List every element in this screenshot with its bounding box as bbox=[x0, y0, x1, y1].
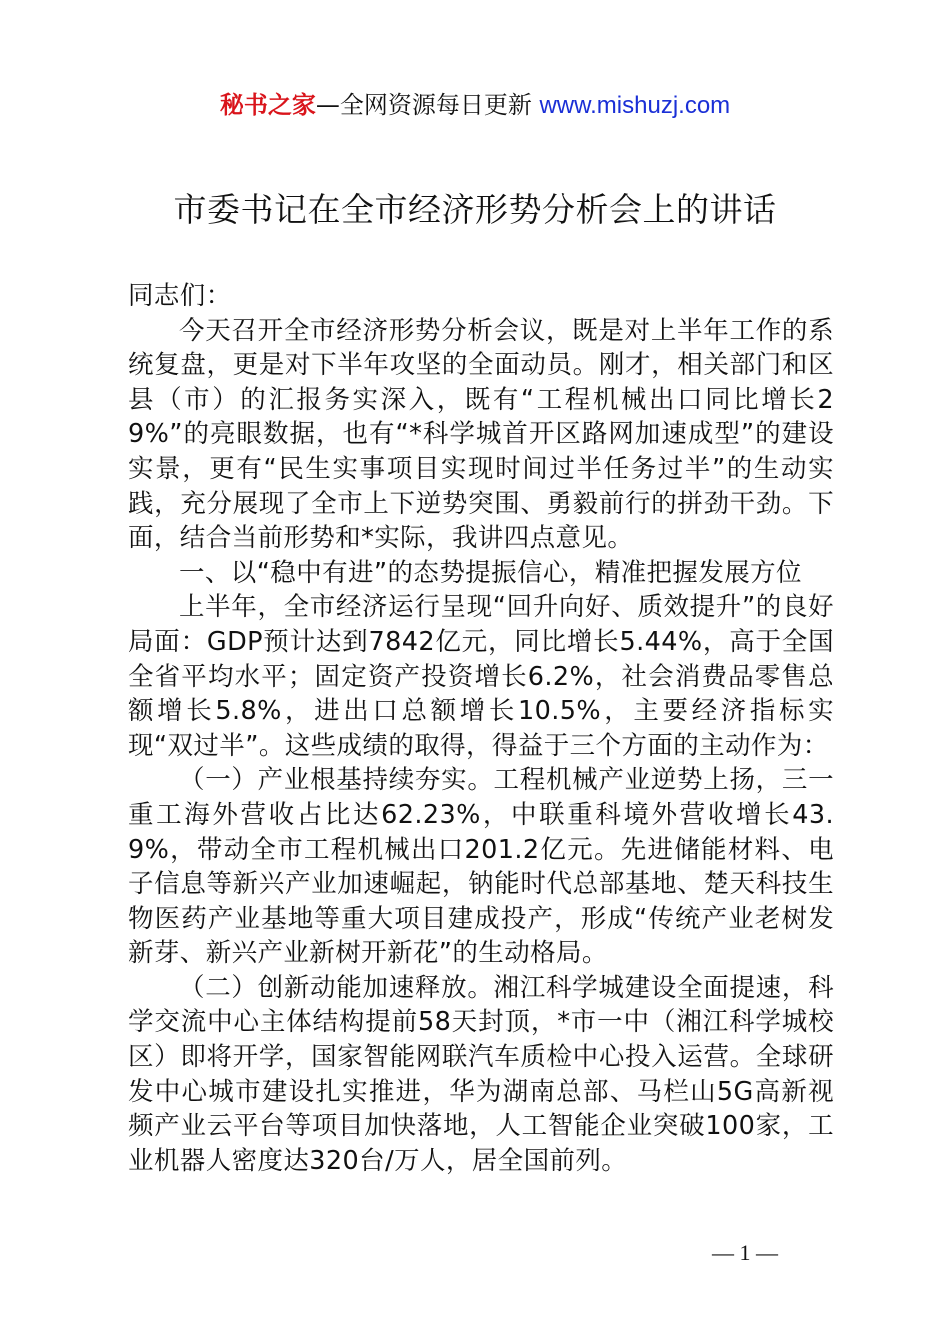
paragraph-innovation: （二）创新动能加速释放。湘江科学城建设全面提速，科学交流中心主体结构提前58天封顶，*市一中（湘江科学城校区）即将开学，国家智能网联汽车质检中心投入运营。全球研发中心城市建设扎实推进，华为湖南总部、马栏山5G高新视频产业云平台等项目加快落地，人工智能企业突破100家，工业机器人密度达320台/万人，居全国前列。 bbox=[128, 972, 834, 1176]
paragraph-industry: （一）产业根基持续夯实。工程机械产业逆势上扬，三一重工海外营收占比达62.23%，中联重科境外营收增长43.9%，带动全市工程机械出口201.2亿元。先进储能材料、电子信息等新兴产业加速崛起，钠能时代总部基地、楚天科技生物医药产业基地等重大项目建成投产，形成“传统产业老树发新芽、新兴产业新树开新花”的生动格局。 bbox=[128, 765, 834, 969]
header-tagline: —全网资源每日更新 bbox=[315, 91, 540, 119]
document-body bbox=[128, 279, 834, 1178]
site-url-link[interactable]: www.mishuzj.com bbox=[539, 92, 731, 119]
header-banner bbox=[0, 88, 950, 123]
document-title: 市委书记在全市经济形势分析会上的讲话 bbox=[173, 190, 777, 229]
paragraph-intro: 今天召开全市经济形势分析会议，既是对上半年工作的系统复盘，更是对下半年攻坚的全面动员。刚才，相关部门和区县（市）的汇报务实深入，既有“工程机械出口同比增长29%”的亮眼数据，也有“*科学城首开区路网加速成型”的建设实景，更有“民生实事项目实现时间过半任务过半”的生动实践，充分展现了全市上下逆势突围、勇毅前行的拼劲干劲。下面，结合当前形势和*实际，我讲四点意见。 bbox=[128, 315, 834, 554]
page-number: — 1 — bbox=[712, 1240, 778, 1265]
paragraph-overview: 上半年，全市经济运行呈现“回升向好、质效提升”的良好局面：GDP预计达到7842亿元，同比增长5.44%，高于全国全省平均水平；固定资产投资增长6.2%，社会消费品零售总额增长5.8%，进出口总额增长10.5%，主要经济指标实现“双过半”。这些成绩的取得，得益于三个方面的主动作为： bbox=[128, 592, 834, 761]
salutation: 同志们： bbox=[128, 281, 232, 311]
section-heading-1: 一、以“稳中有进”的态势提振信心，精准把握发展方位 bbox=[179, 557, 802, 588]
brand-name: 秘书之家 bbox=[219, 91, 316, 119]
